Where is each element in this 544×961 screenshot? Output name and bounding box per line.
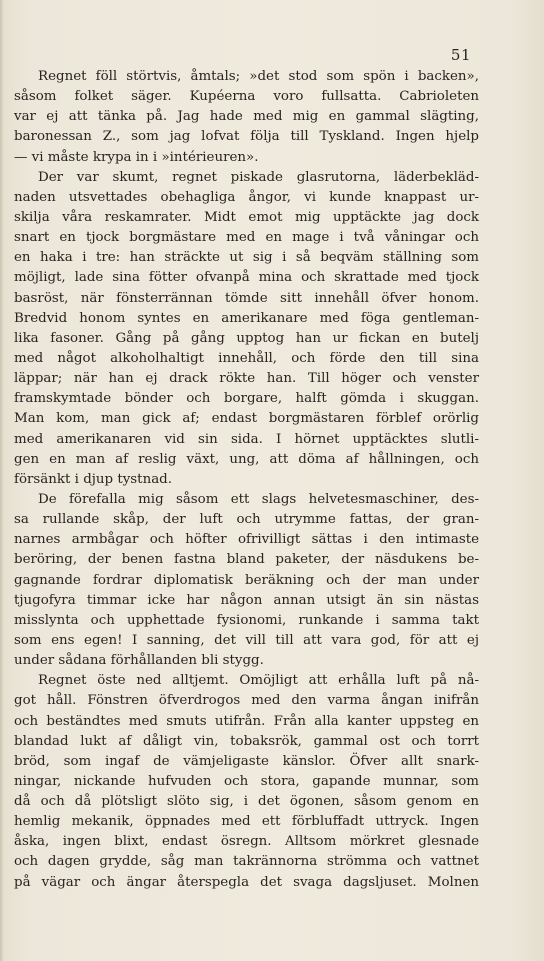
text-line: ningar, nickande hufvuden och stora, gapande munnar, som <box>14 773 479 789</box>
text-line: beröring, der benen fastna bland paketer, der näsdukens be- <box>14 552 479 568</box>
text-line: lika fasoner. Gång på gång upptog han ur fickan en butelj <box>14 330 479 346</box>
text-line: och dagen grydde, såg man takrännorna strömma och vattnet <box>14 854 479 870</box>
text-line: möjligt, lade sina fötter ofvanpå mina och skrattade med tjock <box>14 270 479 286</box>
text-line: sa rullande skåp, der luft och utrymme fattas, der gran- <box>14 512 479 528</box>
text-line: var ej att tänka på. Jag hade med mig en gammal slägting, <box>14 109 479 125</box>
text-line: och beständtes med smuts utifrån. Från alla kanter uppsteg en <box>14 713 479 729</box>
page-edge-shadow <box>0 0 4 961</box>
text-line: misslynta och upphettade fysionomi, runkande i samma takt <box>14 612 479 628</box>
text-line: narnes armbågar och höfter ofrivilligt sättas i den intimaste <box>14 532 479 548</box>
text-line: Regnet öste ned alltjemt. Omöjligt att erhålla luft på nå- <box>38 673 479 689</box>
text-line: med något alkoholhaltigt innehåll, och förde den till sina <box>14 350 479 366</box>
text-line: som ens egen! I sanning, det vill till att vara god, för att ej <box>14 632 479 648</box>
text-line: Regnet föll störtvis, åmtals; »det stod som spön i backen», <box>38 69 479 84</box>
text-line: med amerikanaren vid sin sida. I hörnet upptäcktes slutli- <box>14 431 479 447</box>
text-line: skilja våra reskamrater. Midt emot mig upptäckte jag dock <box>14 209 479 225</box>
page-number: 51 <box>450 46 471 64</box>
text-line: läppar; när han ej drack rökte han. Till höger och venster <box>14 371 479 387</box>
text-line: naden utsvettades obehagliga ångor, vi kunde knappast ur- <box>14 189 479 205</box>
text-line: under sådana förhållanden bli stygg. <box>14 653 264 669</box>
text-line: hemlig mekanik, öppnades med ett förbluffadt uttryck. Ingen <box>14 814 479 830</box>
text-line: — vi måste krypa in i »intérieuren». <box>14 149 259 165</box>
text-line: snart en tjock borgmästare med en mage i två våningar och <box>14 230 479 246</box>
text-line: Der var skumt, regnet piskade glasrutorna, läderbekläd- <box>38 169 479 185</box>
text-line: försänkt i djup tystnad. <box>14 471 173 487</box>
text-line: gen en man af reslig växt, ung, att döma af hållningen, och <box>14 451 479 467</box>
text-line: bröd, som ingaf de vämjeligaste känslor. Öfver allt snark- <box>14 753 479 769</box>
text-line: Bredvid honom syntes en amerikanare med föga gentleman- <box>14 310 479 326</box>
text-line: gagnande fordrar diplomatisk beräkning och der man under <box>14 572 479 588</box>
text-line: på vägar och ängar återspegla det svaga dagsljuset. Molnen <box>14 874 479 890</box>
text-line: såsom folket säger. Kupéerna voro fullsatta. Cabrioleten <box>14 89 479 105</box>
text-line: en haka i tre: han sträckte ut sig i så beqväm ställning som <box>14 250 479 266</box>
text-line: framskymtade bönder och borgare, halft gömda i skuggan. <box>14 391 479 407</box>
text-line: blandad lukt af dåligt vin, tobaksrök, gammal ost och torrt <box>14 733 479 749</box>
text-line: åska, ingen blixt, endast ösregn. Alltsom mörkret glesnade <box>14 834 479 850</box>
text-line: baronessan Z., som jag lofvat följa till Tyskland. Ingen hjelp <box>14 129 479 145</box>
text-line: då och då plötsligt slöto sig, i det ögonen, såsom genom en <box>14 794 479 810</box>
text-line: got håll. Fönstren öfverdrogos med den varma ångan inifrån <box>14 693 479 709</box>
text-line: Man kom, man gick af; endast borgmästaren förblef orörlig <box>14 411 479 427</box>
text-line: tjugofyra timmar icke har någon annan utsigt än sin nästas <box>14 592 479 608</box>
text-line: basröst, när fönsterrännan tömde sitt innehåll öfver honom. <box>14 290 479 306</box>
body-text <box>14 67 479 893</box>
text-line: De förefalla mig såsom ett slags helvetesmaschiner, des- <box>38 491 479 507</box>
